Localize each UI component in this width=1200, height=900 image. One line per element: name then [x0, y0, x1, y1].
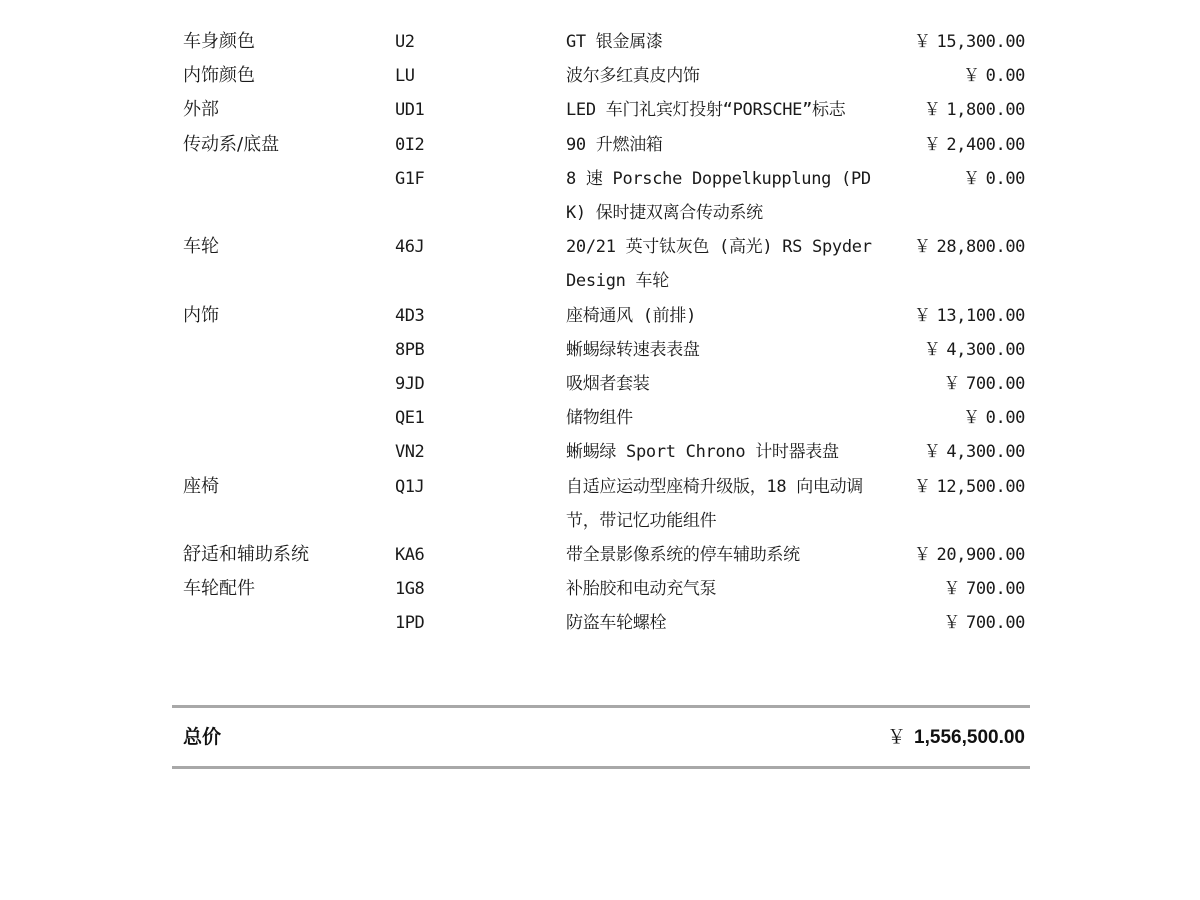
option-description: 座椅通风 (前排): [566, 305, 697, 326]
price-amount: 0.00: [985, 408, 1025, 429]
option-code: U2: [395, 32, 415, 52]
option-price: [884, 606, 1025, 640]
option-code: QE1: [395, 408, 425, 429]
total-divider-bottom: [172, 766, 1030, 769]
option-description: 20/21 英寸钛灰色 (高光) RS Spyder Design 车轮: [566, 237, 872, 292]
options-table: [183, 25, 1025, 641]
currency-symbol: ￥: [913, 305, 931, 326]
price-amount: 15,300.00: [936, 32, 1025, 52]
price-amount: 1,800.00: [946, 100, 1025, 121]
option-description: 蜥蜴绿转速表表盘: [566, 339, 700, 360]
price-amount: 700.00: [965, 579, 1025, 600]
option-category: 传动系/底盘: [183, 133, 280, 155]
option-code: 1G8: [395, 579, 425, 600]
option-code: LU: [395, 66, 415, 87]
option-code: 46J: [395, 237, 425, 258]
option-price: [884, 162, 1025, 196]
currency-symbol: ￥: [923, 100, 941, 121]
currency-symbol: ￥: [943, 374, 960, 395]
option-code: 9JD: [395, 374, 425, 395]
option-row: [183, 59, 1025, 93]
currency-symbol: ￥: [963, 168, 980, 189]
price-amount: 2,400.00: [946, 134, 1025, 155]
currency-symbol: ￥: [887, 727, 907, 748]
currency-symbol: ￥: [913, 476, 931, 497]
option-row: [183, 299, 1025, 333]
price-amount: 0.00: [985, 168, 1025, 189]
price-amount: 4,300.00: [946, 442, 1025, 463]
option-price: [884, 299, 1025, 333]
option-row: [183, 401, 1025, 435]
total-divider-top: [172, 705, 1030, 708]
option-price: [884, 572, 1025, 606]
currency-symbol: ￥: [963, 408, 980, 429]
option-category: 外部: [183, 99, 219, 121]
currency-symbol: ￥: [913, 237, 931, 258]
currency-symbol: ￥: [913, 32, 931, 52]
option-price: [884, 59, 1025, 93]
option-row: [183, 606, 1025, 640]
total-row: [183, 722, 1025, 749]
option-description: 波尔多红真皮内饰: [566, 66, 700, 87]
price-amount: 20,900.00: [936, 545, 1025, 566]
total-amount: 1,556,500.00: [914, 727, 1025, 748]
option-price: [884, 93, 1025, 127]
option-row: [183, 470, 1025, 538]
option-price: [884, 401, 1025, 435]
option-price: [884, 333, 1025, 367]
total-label: 总价: [183, 727, 222, 748]
option-code: UD1: [395, 100, 425, 121]
option-description: 防盗车轮螺栓: [566, 613, 667, 634]
option-code: 4D3: [395, 305, 425, 326]
option-price: [884, 128, 1025, 162]
option-description: 吸烟者套装: [566, 374, 650, 395]
price-amount: 0.00: [985, 66, 1025, 87]
price-amount: 700.00: [965, 613, 1025, 634]
currency-symbol: ￥: [943, 613, 960, 634]
option-code: KA6: [395, 545, 425, 566]
option-price: [884, 367, 1025, 401]
option-category: 车身颜色: [183, 31, 255, 52]
option-row: [183, 333, 1025, 367]
option-row: [183, 367, 1025, 401]
currency-symbol: ￥: [943, 579, 960, 600]
option-price: [884, 435, 1025, 469]
option-category: 舒适和辅助系统: [183, 544, 309, 566]
option-category: 内饰: [183, 304, 219, 326]
option-description: 8 速 Porsche Doppelkupplung (PDK) 保时捷双离合传动系统: [566, 168, 871, 224]
currency-symbol: ￥: [923, 442, 941, 463]
price-amount: 700.00: [965, 374, 1025, 395]
option-category: 内饰颜色: [183, 65, 255, 87]
option-code: 8PB: [395, 339, 425, 360]
option-code: 0I2: [395, 134, 425, 155]
option-row: [183, 230, 1025, 298]
option-category: 车轮配件: [183, 578, 255, 600]
option-row: [183, 25, 1025, 59]
option-description: 90 升燃油箱: [566, 134, 663, 155]
currency-symbol: ￥: [963, 66, 980, 87]
option-row: [183, 538, 1025, 572]
currency-symbol: ￥: [923, 339, 941, 360]
price-amount: 4,300.00: [946, 339, 1025, 360]
option-description: LED 车门礼宾灯投射“PORSCHE”标志: [566, 100, 846, 121]
option-category: 车轮: [183, 236, 219, 258]
option-price: [884, 25, 1025, 59]
option-row: [183, 93, 1025, 127]
option-row: [183, 435, 1025, 469]
option-price: [884, 470, 1025, 504]
option-row: [183, 128, 1025, 162]
option-description: 补胎胶和电动充气泵: [566, 579, 717, 600]
option-row: [183, 162, 1025, 230]
option-category: 座椅: [183, 475, 219, 497]
option-price: [884, 230, 1025, 264]
option-code: VN2: [395, 442, 425, 463]
option-description: 储物组件: [566, 408, 633, 429]
option-code: 1PD: [395, 613, 425, 634]
option-description: 带全景影像系统的停车辅助系统: [566, 545, 800, 566]
option-code: G1F: [395, 168, 425, 189]
currency-symbol: ￥: [923, 134, 941, 155]
price-amount: 12,500.00: [936, 476, 1025, 497]
option-row: [183, 572, 1025, 606]
option-description: 蜥蜴绿 Sport Chrono 计时器表盘: [566, 442, 839, 463]
price-amount: 28,800.00: [936, 237, 1025, 258]
total-price: [887, 722, 1025, 749]
option-code: Q1J: [395, 476, 425, 497]
currency-symbol: ￥: [913, 545, 931, 566]
option-description: 自适应运动型座椅升级版，18 向电动调节，带记忆功能组件: [566, 476, 864, 531]
price-amount: 13,100.00: [936, 305, 1025, 326]
option-price: [884, 538, 1025, 572]
option-description: GT 银金属漆: [566, 32, 663, 52]
